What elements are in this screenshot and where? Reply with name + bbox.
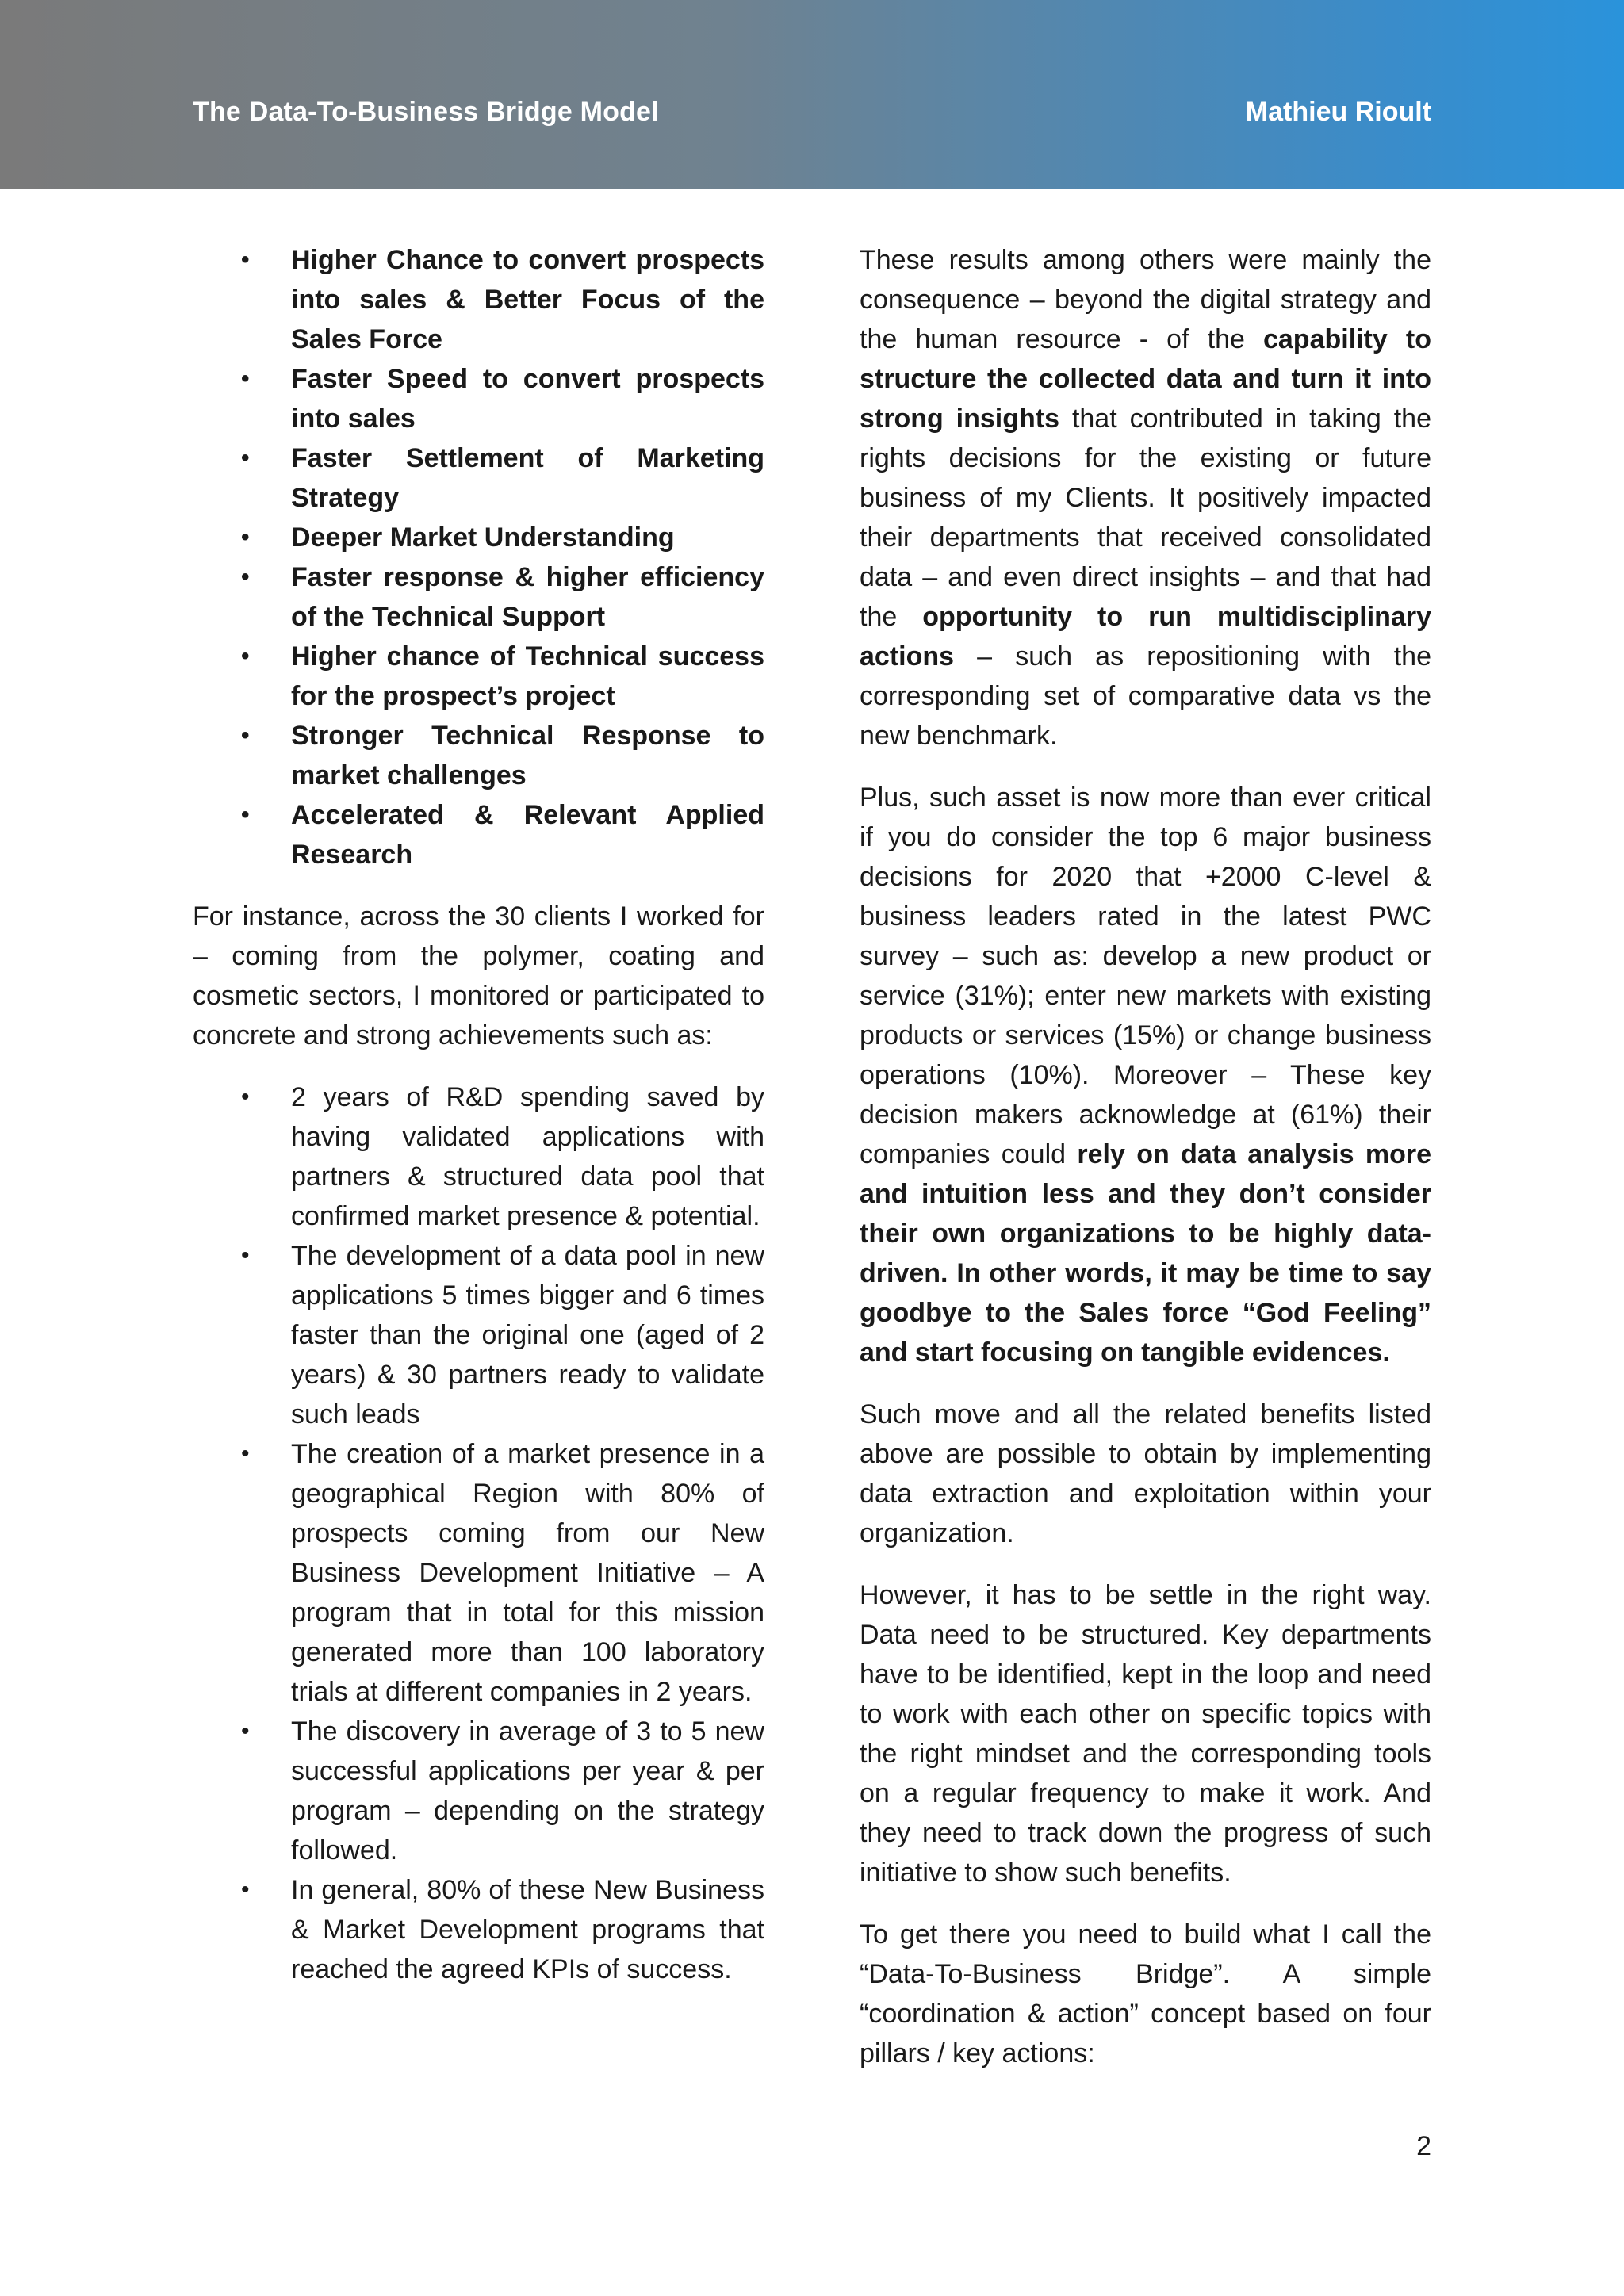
bullet-icon: • xyxy=(241,524,250,550)
bullet-icon: • xyxy=(241,802,250,828)
bullet-icon: • xyxy=(241,445,250,471)
settlement-paragraph: However, it has to be settle in the right way. Data need to be structured. Key departments have to be identified, kept in the loop and need to work with each other on specific topics with the right mindset and the corresponding tools on a regular frequency to make it work. And they need to track down the progress of such initiative to show such benefits. xyxy=(860,1580,1431,1888)
list-item: • Accelerated & Relevant Applied Research xyxy=(291,795,764,874)
benefits-paragraph: Such move and all the related benefits listed above are possible to obtain by implementing data extraction and exploitation within your organization. xyxy=(860,1399,1431,1548)
list-item: • Deeper Market Understanding xyxy=(291,518,764,557)
list-item: • Faster Speed to convert prospects into sales xyxy=(291,359,764,438)
list-item: • Faster Settlement of Marketing Strategy xyxy=(291,438,764,518)
list-item: • Higher Chance to convert prospects into sales & Better Focus of the Sales Force xyxy=(291,240,764,359)
intro-paragraph: For instance, across the 30 clients I worked for – coming from the polymer, coating and cosmetic sectors, I monitored or participated to concrete and strong achievements such as: xyxy=(193,901,764,1050)
achievements-list xyxy=(193,1077,764,1989)
list-item: • Faster response & higher efficiency of the Technical Support xyxy=(291,557,764,637)
bullet-icon: • xyxy=(241,643,250,669)
list-item: • Stronger Technical Response to market challenges xyxy=(291,716,764,795)
author-name: Mathieu Rioult xyxy=(1245,97,1431,127)
survey-paragraph: Plus, such asset is now more than ever critical if you do consider the top 6 major business decisions for 2020 that +2000 C-level & business leaders rated in the latest PWC survey – such as: develop a new product or service (31%); enter new markets with existing products or services (15%) or change business operations (10%). Moreover – These key decision makers acknowledge at (61%) their companies could rely on data analysis more and intuition less and they don’t consider their own organizations to be highly data-driven. In other words, it may be time to say goodbye to the Sales force “God Feeling” and start focusing on tangible evidences. xyxy=(860,783,1431,1368)
list-item: • Higher chance of Technical success for the prospect’s project xyxy=(291,637,764,716)
document-title: The Data-To-Business Bridge Model xyxy=(193,97,659,127)
right-column xyxy=(860,240,1431,2095)
page-header xyxy=(0,0,1624,189)
bullet-icon: • xyxy=(241,1441,250,1467)
benefits-list xyxy=(193,240,764,874)
results-paragraph: These results among others were mainly the consequence – beyond the digital strategy and the human resource - of the capability to structure the collected data and turn it into strong insights that contributed in taking the rights decisions for the existing or future business of my Clients. It positively impacted their departments that received consolidated data – and even direct insights – and that had the opportunity to run multidisciplinary actions – such as repositioning with the corresponding set of comparative data vs the new benchmark. xyxy=(860,245,1431,751)
bridge-paragraph: To get there you need to build what I call the “Data-To-Business Bridge”. A simple “coordination & action” concept based on four pillars / key actions: xyxy=(860,1919,1431,2068)
bullet-icon: • xyxy=(241,564,250,590)
bullet-icon: • xyxy=(241,1242,250,1269)
page-number: 2 xyxy=(1416,2131,1431,2161)
bullet-icon: • xyxy=(241,1877,250,1903)
bullet-icon: • xyxy=(241,365,250,392)
left-column xyxy=(193,240,764,2011)
list-item: • The creation of a market presence in a geographical Region with 80% of prospects coming from our New Business Development Initiative – A program that in total for this mission generated more than 100 laboratory trials at different companies in 2 years. xyxy=(291,1434,764,1712)
bullet-icon: • xyxy=(241,722,250,748)
list-item: • In general, 80% of these New Business & Market Development programs that reached the agreed KPIs of success. xyxy=(291,1870,764,1989)
bullet-icon: • xyxy=(241,1718,250,1744)
list-item: • 2 years of R&D spending saved by having validated applications with partners & structured data pool that confirmed market presence & potential. xyxy=(291,1077,764,1236)
bullet-icon: • xyxy=(241,247,250,273)
list-item: • The discovery in average of 3 to 5 new successful applications per year & per program – depending on the strategy followed. xyxy=(291,1712,764,1870)
bullet-icon: • xyxy=(241,1084,250,1110)
list-item: • The development of a data pool in new applications 5 times bigger and 6 times faster than the original one (aged of 2 years) & 30 partners ready to validate such leads xyxy=(291,1236,764,1434)
